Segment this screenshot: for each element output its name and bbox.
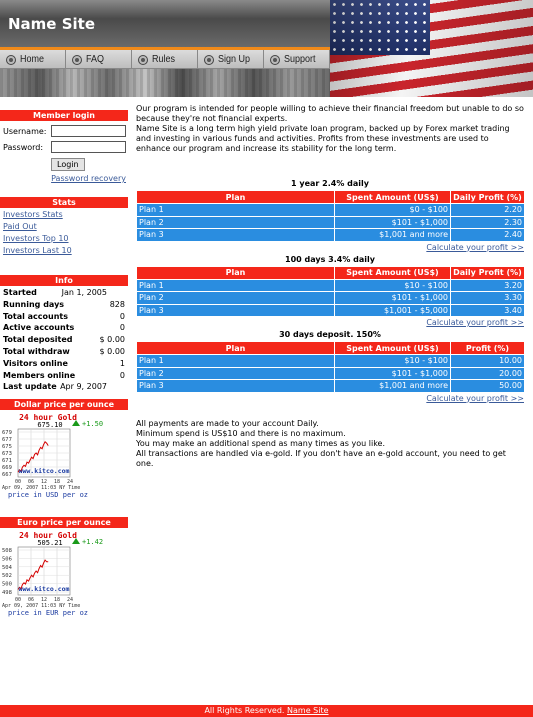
password-input[interactable] (51, 141, 126, 153)
chart-svg (0, 412, 128, 502)
calculate-profit-link[interactable]: Calculate your profit >> (426, 318, 524, 327)
table-row: Plan 1 $10 - $100 3.20 (137, 279, 525, 292)
plan-section (136, 178, 524, 254)
y-tick-label: 673 (2, 451, 12, 458)
x-tick-label: 00 (14, 597, 22, 604)
password-label: Password: (3, 142, 44, 152)
x-tick-label: 18 (53, 479, 61, 486)
footer (0, 705, 533, 717)
table-row: Plan 3 $1,001 and more 2.40 (137, 229, 525, 242)
member-login-title: Member login (0, 110, 128, 121)
table-row: Plan 2 $101 - $1,000 20.00 (137, 367, 525, 380)
info-row: Active accounts 0 (3, 323, 125, 333)
y-tick-label: 502 (2, 573, 12, 580)
username-label: Username: (3, 126, 47, 136)
chart-watermark: www.kitco.com (18, 585, 70, 594)
plan-title: 1 year 2.4% daily (291, 179, 369, 188)
chart-caption: price in EUR per oz (7, 609, 89, 618)
y-tick-label: 504 (2, 564, 12, 571)
euro-price-title: Euro price per ounce (0, 517, 128, 528)
info-row: Total accounts 0 (3, 311, 125, 321)
info-row: Running days 828 (3, 299, 125, 309)
column-header: Profit (%) (451, 342, 525, 355)
chart-watermark: www.kitco.com (18, 467, 70, 476)
calculate-profit-link[interactable]: Calculate your profit >> (426, 242, 524, 252)
x-tick-label: 12 (40, 479, 48, 486)
usd-gold-chart[interactable] (0, 412, 128, 502)
stats-links (0, 209, 128, 257)
eur-gold-chart[interactable] (0, 530, 128, 620)
table-row: Plan 2 $101 - $1,000 2.30 (137, 216, 525, 229)
nav-bullet-icon (139, 56, 147, 64)
info-row: Members online 0 (3, 370, 125, 380)
info-row: Total deposited $ 0.00 (3, 335, 125, 345)
column-header: Daily Profit (%) (451, 266, 525, 279)
chart-date: Apr 09, 2007 11:03 NY Time (2, 485, 81, 492)
column-header: Daily Profit (%) (451, 191, 525, 204)
chart-svg (0, 530, 128, 620)
investors-top-10-link[interactable]: Investors Top 10 (3, 234, 69, 243)
stats-title: Stats (0, 197, 128, 208)
plan-table (136, 266, 525, 318)
x-tick-label: 18 (53, 597, 61, 604)
nav-rules[interactable]: Rules (132, 50, 198, 69)
nav-support[interactable]: Support (264, 50, 330, 69)
dollar-price-title: Dollar price per ounce (0, 399, 128, 410)
x-tick-label: 24 (66, 597, 74, 604)
y-tick-label: 498 (2, 590, 12, 597)
chart-caption: price in USD per oz (7, 491, 89, 500)
nav-bullet-icon (7, 56, 15, 64)
chart-change: +1.50 (82, 420, 104, 429)
logo-band (0, 0, 330, 50)
x-tick-label: 24 (66, 479, 74, 486)
y-tick-label: 667 (2, 472, 12, 479)
y-tick-label: 508 (2, 548, 12, 555)
note-line: You may make an additional spend as many times as you like. (136, 438, 386, 448)
nav-sign-up[interactable]: Sign Up (198, 50, 264, 69)
table-row: Plan 2 $101 - $1,000 3.30 (137, 292, 525, 305)
y-tick-label: 677 (2, 437, 12, 444)
y-tick-label: 506 (2, 556, 12, 563)
column-header: Plan (137, 342, 335, 355)
investors-stats-link[interactable]: Investors Stats (3, 210, 63, 219)
intro-paragraph: Our program is intended for people willing to achieve their financial freedom but unable to do so because they're not financial experts. (136, 104, 524, 123)
nav-home[interactable]: Home (0, 50, 66, 69)
table-row: Plan 3 $1,001 - $5,000 3.40 (137, 304, 525, 317)
plan-section (136, 329, 524, 405)
intro-text (136, 104, 524, 154)
table-row: Plan 1 $0 - $100 2.20 (137, 204, 525, 217)
column-header: Plan (137, 266, 335, 279)
chart-price: 675.10 (37, 421, 63, 430)
y-tick-label: 500 (2, 581, 12, 588)
table-row: Plan 3 $1,001 and more 50.00 (137, 380, 525, 393)
plan-title: 30 days deposit. 150% (279, 330, 381, 339)
password-row (0, 141, 128, 153)
y-tick-label: 669 (2, 465, 12, 472)
chart-date: Apr 09, 2007 11:03 NY Time (2, 603, 81, 610)
calculate-profit-link[interactable]: Calculate your profit >> (426, 393, 524, 403)
nav-bullet-icon (73, 56, 81, 64)
username-input[interactable] (51, 125, 126, 137)
info-row: Started Jan 1, 2005 (3, 288, 107, 297)
us-flag-image (330, 0, 533, 97)
x-tick-label: 00 (14, 479, 22, 486)
info-row: Visitors online 1 (3, 358, 125, 368)
column-header: Plan (137, 191, 335, 204)
paid-out-link[interactable]: Paid Out (3, 222, 37, 231)
nav-faq[interactable]: FAQ (66, 50, 132, 69)
chart-price: 505.21 (37, 539, 63, 548)
copyright-text: All Rights Reserved. (204, 706, 285, 715)
x-tick-label: 06 (27, 597, 35, 604)
note-line: All payments are made to your account Daily. (136, 418, 319, 428)
column-header: Spent Amount (US$) (335, 266, 451, 279)
site-name[interactable]: Name Site (8, 15, 95, 33)
intro-paragraph: Name Site is a long term high yield private loan program, backed up by Forex market trading and investing in various funds and activities. Profits from these investments are used to enhance our program and increase its stability for the long term. (136, 124, 510, 153)
chart-change: +1.42 (82, 538, 104, 547)
photo-strip (0, 69, 330, 97)
main-content (136, 104, 524, 469)
y-tick-label: 679 (2, 430, 12, 437)
table-row: Plan 1 $10 - $100 10.00 (137, 355, 525, 368)
info-row: Last update Apr 9, 2007 (3, 382, 107, 392)
column-header: Spent Amount (US$) (335, 191, 451, 204)
info-title: Info (0, 275, 128, 286)
x-tick-label: 06 (27, 479, 35, 486)
note-line: Minimum spend is US$10 and there is no maximum. (136, 428, 346, 438)
plan-title: 100 days 3.4% daily (285, 254, 375, 264)
y-tick-label: 671 (2, 458, 12, 465)
y-tick-label: 675 (2, 444, 12, 451)
column-header: Spent Amount (US$) (335, 342, 451, 355)
info-row: Total withdraw $ 0.00 (3, 346, 125, 356)
nav-bullet-icon (271, 56, 279, 64)
password-recovery-link[interactable]: Password recovery (51, 174, 126, 183)
login-button[interactable]: Login (51, 158, 85, 171)
site-header (0, 0, 533, 97)
x-tick-label: 12 (40, 597, 48, 604)
username-row (0, 125, 128, 137)
plan-table (136, 341, 525, 393)
chart-header: 24 hour Gold (19, 531, 77, 541)
payment-notes (136, 419, 524, 469)
note-line: All transactions are handled via e-gold. If you don't have an e-gold account, you need to get one. (136, 448, 506, 468)
plan-table (136, 190, 525, 242)
main-nav (0, 50, 330, 69)
plan-section (136, 254, 524, 330)
info-table (0, 287, 128, 393)
chart-header: 24 hour Gold (19, 413, 77, 423)
investors-last-10-link[interactable]: Investors Last 10 (3, 246, 72, 255)
nav-bullet-icon (205, 56, 213, 64)
sidebar (0, 110, 128, 620)
footer-site-link[interactable]: Name Site (287, 706, 329, 715)
